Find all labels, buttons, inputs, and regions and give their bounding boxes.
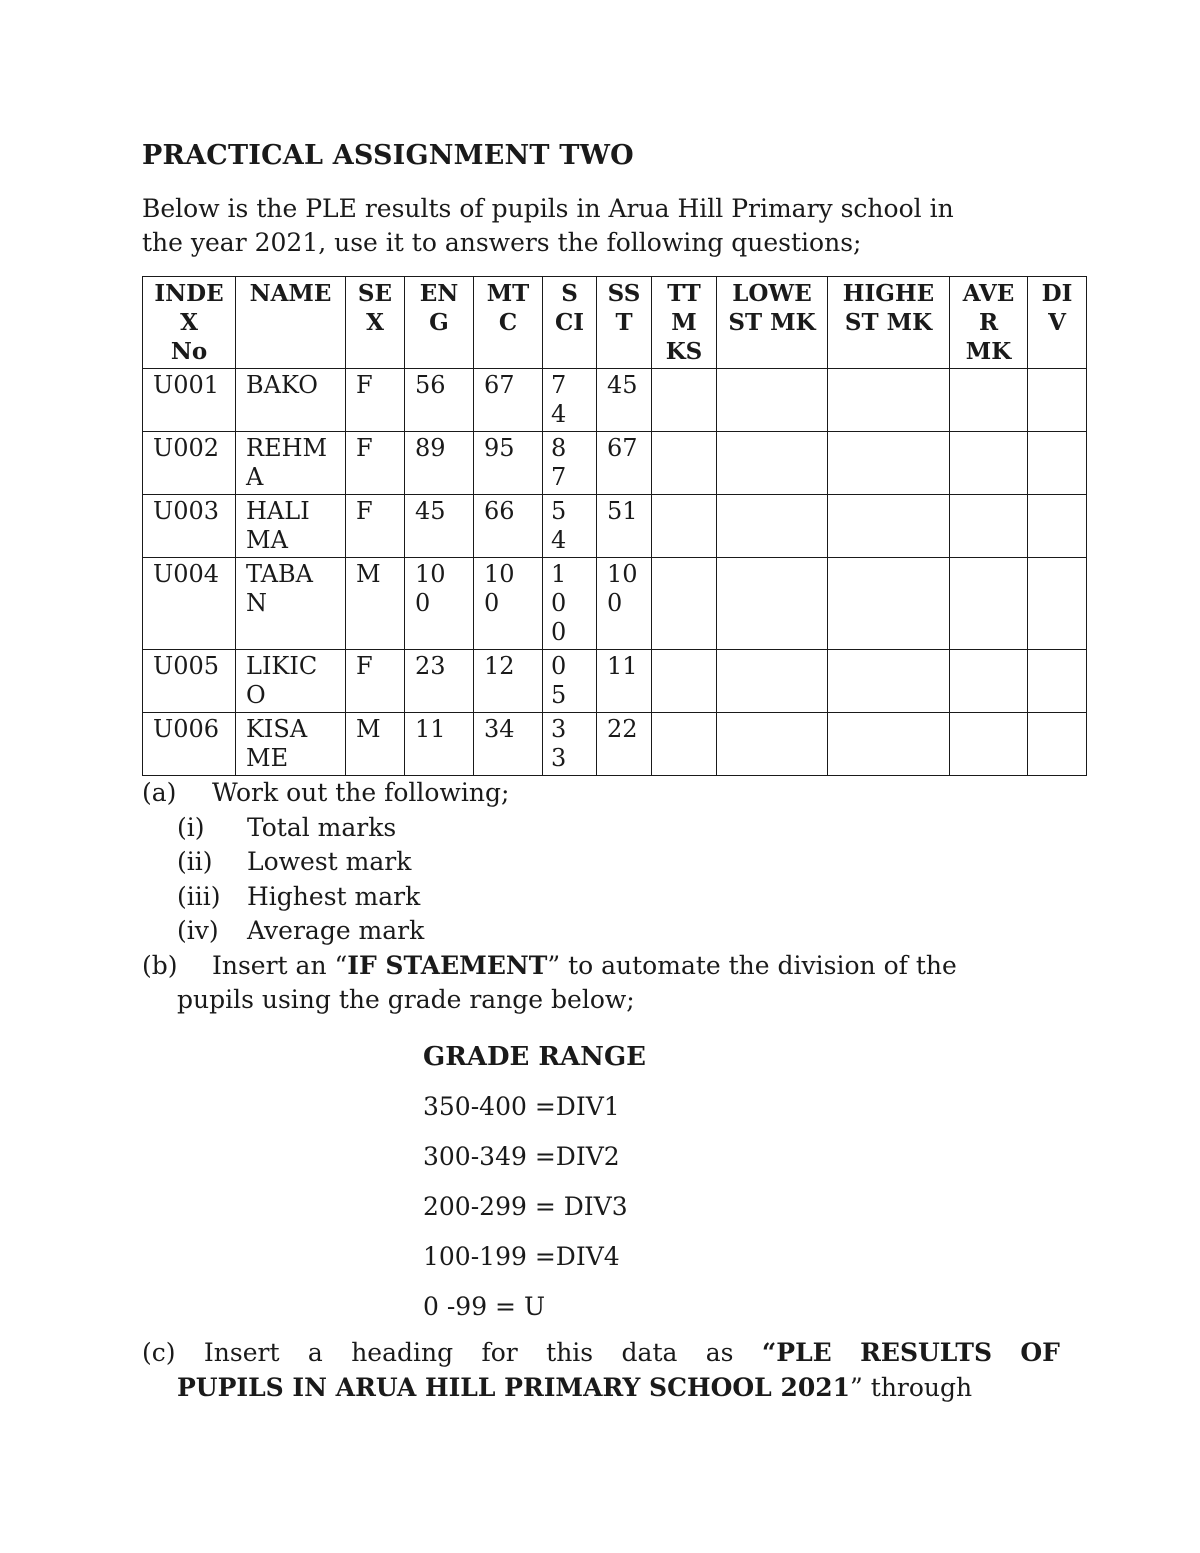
sci-cell <box>543 495 597 558</box>
question-word: Insert <box>203 1338 280 1367</box>
eng-cell <box>405 495 474 558</box>
question-word: heading <box>351 1338 454 1367</box>
sex-cell: F <box>346 650 405 713</box>
highest-cell <box>828 495 950 558</box>
intro-line: the year 2021, use it to answers the following questions; <box>142 228 862 257</box>
division-cell <box>1028 713 1087 776</box>
table-row <box>143 369 1087 432</box>
question-word: for <box>481 1338 518 1367</box>
table-row <box>143 650 1087 713</box>
column-header <box>346 277 405 369</box>
cell-line: LIKIC <box>246 652 318 680</box>
table-row <box>143 495 1087 558</box>
division-cell <box>1028 558 1087 650</box>
sex-cell: M <box>346 558 405 650</box>
cell-line: 10 <box>415 560 446 588</box>
total-cell <box>652 369 717 432</box>
cell-line: G <box>429 309 449 336</box>
sst-cell <box>597 558 652 650</box>
sst-cell <box>597 650 652 713</box>
cell-line: 0 <box>551 618 567 646</box>
cell-line: 0 <box>607 589 623 617</box>
sci-cell <box>543 713 597 776</box>
total-cell <box>652 713 717 776</box>
sci-cell <box>543 650 597 713</box>
cell-line: KISA <box>246 715 308 743</box>
cell-line: A <box>246 463 264 491</box>
mtc-cell <box>474 558 543 650</box>
cell-line: T <box>615 309 633 336</box>
index-cell: U003 <box>143 495 236 558</box>
intro-line: Below is the PLE results of pupils in Arua Hill Primary school in <box>142 194 954 223</box>
cell-line: 45 <box>607 371 638 399</box>
question-a <box>142 776 1062 811</box>
sub-question-number: (iv) <box>177 916 219 945</box>
sst-cell <box>597 495 652 558</box>
highest-cell <box>828 558 950 650</box>
cell-line: S <box>561 280 578 307</box>
highest-cell <box>828 650 950 713</box>
question-c-line2: PUPILS IN ARUA HILL PRIMARY SCHOOL 2021” through <box>177 1372 973 1402</box>
question-bold-word: OF <box>1020 1338 1060 1367</box>
name-cell <box>236 432 346 495</box>
column-header <box>236 277 346 369</box>
average-cell <box>950 369 1028 432</box>
name-cell <box>236 650 346 713</box>
column-header <box>717 277 828 369</box>
index-cell: U005 <box>143 650 236 713</box>
column-header <box>143 277 236 369</box>
cell-line: X <box>366 309 384 336</box>
grade-range-item: 350-400 =DIV1 <box>423 1092 620 1121</box>
cell-line: 56 <box>415 371 446 399</box>
total-cell <box>652 558 717 650</box>
average-cell <box>950 650 1028 713</box>
cell-line: NAME <box>249 280 332 307</box>
sub-question-number: (iii) <box>177 881 221 911</box>
cell-line: 89 <box>415 434 446 462</box>
cell-line: 5 <box>551 497 567 525</box>
sst-cell <box>597 432 652 495</box>
column-header <box>474 277 543 369</box>
cell-line: M <box>671 309 697 336</box>
question-word: this <box>546 1338 594 1367</box>
column-header <box>597 277 652 369</box>
cell-line: 67 <box>607 434 638 462</box>
cell-line: 4 <box>551 400 567 428</box>
question-label: (b) <box>142 950 178 980</box>
lowest-cell <box>717 713 828 776</box>
question-word: data <box>621 1338 678 1367</box>
eng-cell <box>405 369 474 432</box>
table-row <box>143 558 1087 650</box>
cell-line: 95 <box>484 434 515 462</box>
cell-line: 7 <box>551 371 567 399</box>
sex-cell: F <box>346 432 405 495</box>
cell-line: INDE <box>154 280 224 307</box>
cell-line: 23 <box>415 652 446 680</box>
cell-line: C <box>498 309 518 336</box>
eng-cell <box>405 713 474 776</box>
sex-cell: F <box>346 369 405 432</box>
cell-line: 66 <box>484 497 515 525</box>
cell-line: 5 <box>551 681 567 709</box>
page-title: PRACTICAL ASSIGNMENT TWO <box>142 140 634 171</box>
cell-line: CI <box>554 309 585 336</box>
cell-line: TT <box>667 280 701 307</box>
column-header <box>652 277 717 369</box>
table-row <box>143 432 1087 495</box>
cell-line: BAKO <box>246 371 318 399</box>
eng-cell <box>405 650 474 713</box>
sci-cell <box>543 369 597 432</box>
cell-line: KS <box>665 338 703 365</box>
question-word: as <box>705 1338 734 1367</box>
index-cell: U001 <box>143 369 236 432</box>
grade-range-title: GRADE RANGE <box>423 1042 646 1072</box>
sex-cell: M <box>346 713 405 776</box>
index-cell: U006 <box>143 713 236 776</box>
division-cell <box>1028 369 1087 432</box>
highest-cell <box>828 369 950 432</box>
mtc-cell <box>474 495 543 558</box>
cell-line: AVE <box>962 280 1015 307</box>
question-b-continuation: pupils using the grade range below; <box>177 985 635 1014</box>
column-header <box>828 277 950 369</box>
column-header <box>1028 277 1087 369</box>
cell-line: 4 <box>551 526 567 554</box>
name-cell <box>236 369 346 432</box>
question-text: Work out the following; <box>212 778 510 807</box>
cell-line: O <box>246 681 266 709</box>
cell-line: ST MK <box>728 309 816 336</box>
lowest-cell <box>717 369 828 432</box>
cell-line: 7 <box>551 463 567 491</box>
cell-line: 8 <box>551 434 567 462</box>
cell-line: DI <box>1041 280 1073 307</box>
cell-line: X <box>180 309 198 336</box>
cell-line: HALI <box>246 497 310 525</box>
cell-line: 34 <box>484 715 515 743</box>
grade-range-item: 100-199 =DIV4 <box>423 1242 620 1271</box>
cell-line: SS <box>607 280 641 307</box>
cell-line: No <box>170 338 208 365</box>
sex-cell: F <box>346 495 405 558</box>
cell-line: MK <box>965 338 1012 365</box>
sub-question <box>142 811 1062 846</box>
question-c <box>142 1336 1060 1405</box>
cell-line: MT <box>486 280 530 307</box>
total-cell <box>652 495 717 558</box>
grade-range-block <box>423 1032 646 1332</box>
cell-line: 3 <box>551 744 567 772</box>
cell-line: R <box>978 309 999 336</box>
lowest-cell <box>717 558 828 650</box>
mtc-cell <box>474 432 543 495</box>
sub-question-text: Lowest mark <box>247 847 412 876</box>
sub-question <box>142 914 1062 949</box>
cell-line: SE <box>357 280 393 307</box>
total-cell <box>652 650 717 713</box>
question-b <box>142 949 1062 984</box>
question-bold-word: RESULTS <box>860 1338 992 1367</box>
cell-line: 67 <box>484 371 515 399</box>
highest-cell <box>828 432 950 495</box>
question-label: (a) <box>142 778 177 807</box>
sub-question-text: Total marks <box>247 812 397 842</box>
cell-line: 10 <box>607 560 638 588</box>
sci-cell <box>543 432 597 495</box>
question-word: a <box>307 1338 323 1367</box>
sub-question-text: Average mark <box>247 916 425 945</box>
cell-line: REHM <box>246 434 328 462</box>
cell-line: LOWE <box>732 280 812 307</box>
lowest-cell <box>717 432 828 495</box>
average-cell <box>950 713 1028 776</box>
column-header <box>405 277 474 369</box>
eng-cell <box>405 432 474 495</box>
name-cell <box>236 495 346 558</box>
eng-cell <box>405 558 474 650</box>
cell-line: 1 <box>551 560 567 588</box>
cell-line: TABA <box>246 560 313 588</box>
lowest-cell <box>717 650 828 713</box>
average-cell <box>950 495 1028 558</box>
results-table <box>142 276 1087 776</box>
cell-line: 3 <box>551 715 567 743</box>
cell-line: 51 <box>607 497 638 525</box>
sub-question <box>142 880 1062 915</box>
name-cell <box>236 558 346 650</box>
cell-line: MA <box>246 526 288 554</box>
sub-question-text: Highest mark <box>247 881 421 911</box>
cell-line: 45 <box>415 497 446 525</box>
division-cell <box>1028 650 1087 713</box>
sub-question-number: (ii) <box>177 847 213 876</box>
table-row <box>143 713 1087 776</box>
question-bold-word: “PLE <box>761 1338 832 1367</box>
question-text: Insert an “IF STAEMENT” to automate the division of the <box>212 950 957 980</box>
intro-paragraph <box>142 192 1102 260</box>
cell-line: V <box>1048 309 1066 336</box>
mtc-cell <box>474 369 543 432</box>
cell-line: 0 <box>551 652 567 680</box>
division-cell <box>1028 495 1087 558</box>
mtc-cell <box>474 650 543 713</box>
cell-line: N <box>246 589 267 617</box>
cell-line: 11 <box>607 652 638 680</box>
cell-line: 10 <box>484 560 515 588</box>
grade-range-item: 200-299 = DIV3 <box>423 1192 628 1221</box>
question-label: (c) <box>142 1338 176 1367</box>
highest-cell <box>828 713 950 776</box>
cell-line: HIGHE <box>842 280 935 307</box>
cell-line: 0 <box>551 589 567 617</box>
index-cell: U002 <box>143 432 236 495</box>
column-header <box>543 277 597 369</box>
sst-cell <box>597 369 652 432</box>
sst-cell <box>597 713 652 776</box>
cell-line: ME <box>246 744 289 772</box>
lowest-cell <box>717 495 828 558</box>
cell-line: 0 <box>415 589 431 617</box>
average-cell <box>950 558 1028 650</box>
sub-question <box>142 845 1062 880</box>
index-cell: U004 <box>143 558 236 650</box>
average-cell <box>950 432 1028 495</box>
sci-cell <box>543 558 597 650</box>
cell-line: ST MK <box>844 309 933 336</box>
column-header <box>950 277 1028 369</box>
total-cell <box>652 432 717 495</box>
name-cell <box>236 713 346 776</box>
sub-question-number: (i) <box>177 812 205 842</box>
division-cell <box>1028 432 1087 495</box>
cell-line: 22 <box>607 715 638 743</box>
table-header-row <box>143 277 1087 369</box>
cell-line: 12 <box>484 652 515 680</box>
question-c-line1 <box>142 1336 1060 1371</box>
questions-section <box>142 776 1062 1018</box>
cell-line: 11 <box>415 715 446 743</box>
cell-line: EN <box>419 280 459 307</box>
cell-line: 0 <box>484 589 500 617</box>
grade-range-item: 0 -99 = U <box>423 1292 546 1321</box>
mtc-cell <box>474 713 543 776</box>
grade-range-item: 300-349 =DIV2 <box>423 1142 620 1171</box>
